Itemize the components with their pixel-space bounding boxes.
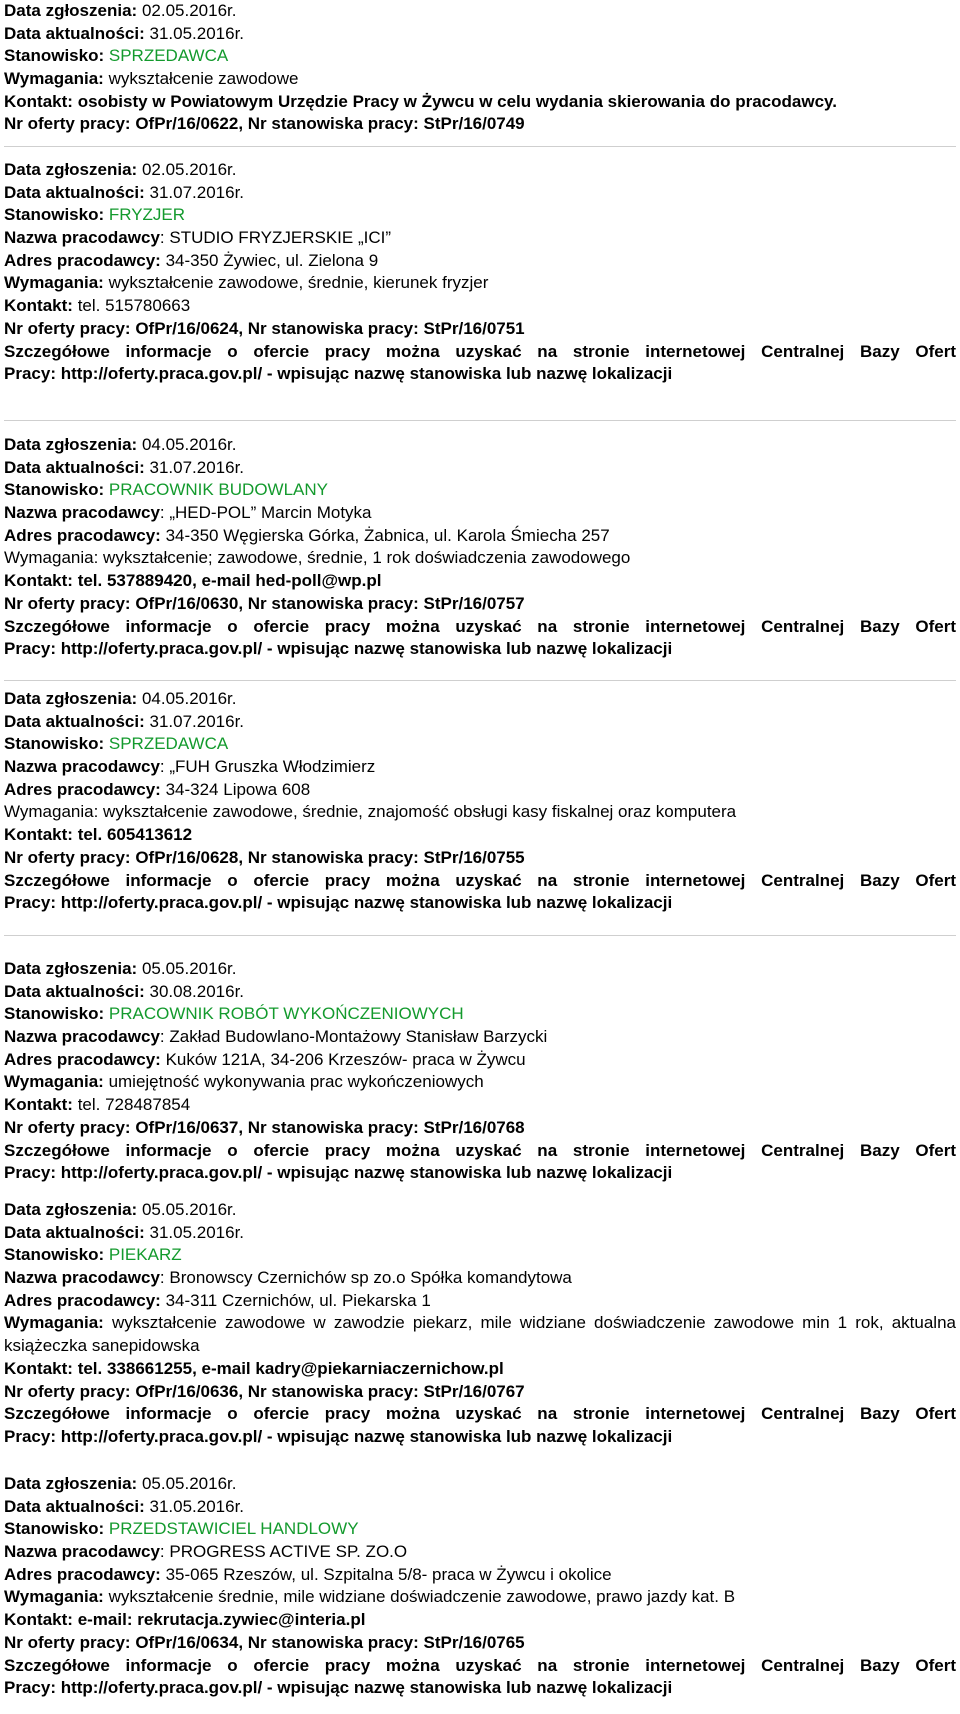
offer-reference: Nr oferty pracy: OfPr/16/0637, Nr stanowiska pracy: StPr/16/0768 [4, 1117, 525, 1137]
label-stanowisko: Stanowisko: [4, 1245, 105, 1265]
info-link-text: Pracy: http://oferty.praca.gov.pl/ - wpisując nazwę stanowiska lub nazwę lokalizacji [4, 1163, 673, 1183]
offer-reference: Nr oferty pracy: OfPr/16/0624, Nr stanowiska pracy: StPr/16/0751 [4, 318, 525, 338]
contact: tel. 338661255, e-mail kadry@piekarniaczernichow.pl [77, 1358, 504, 1378]
contact: tel. 537889420, e-mail hed-poll@wp.pl [77, 571, 382, 591]
label-nazwa: Nazwa pracodawcy [4, 228, 160, 248]
job-offer: Data zgłoszenia: 05.05.2016r. Data aktualności: 30.08.2016r. Stanowisko: PRACOWNIK ROBÓT WYKOŃCZENIOWYCH Nazwa pracodawcy: Zakład Budowlano-Montażowy Stanisław Barzycki Adres pracodawcy: Kuków 121A, 34-206 Krzeszów- praca w Żywcu Wymagania: umiejętność wykonywania prac wykończeniowych Kontakt: tel. 728487854 Nr oferty pracy: OfPr/16/0637, Nr stanowiska pracy: StPr/16/0768 Szczegółowe informacje o ofercie pracy można uzyskać na stronie internetowej Centralnej Bazy Ofert Pracy: http://oferty.praca.gov.pl/ - wpisując nazwę stanowiska lub nazwę lokalizacji [4, 958, 956, 1185]
requirements: umiejętność wykonywania prac wykończeniowych [108, 1072, 484, 1092]
label-stanowisko: Stanowisko: [4, 734, 105, 754]
offer-reference: Nr oferty pracy: OfPr/16/0622, Nr stanowiska pracy: StPr/16/0749 [4, 114, 525, 134]
position-title: PRACOWNIK BUDOWLANY [108, 480, 328, 500]
offer-divider [4, 420, 956, 421]
employer-address: 35-065 Rzeszów, ul. Szpitalna 5/8- praca w Żywcu i okolice [165, 1564, 612, 1584]
label-stanowisko: Stanowisko: [4, 46, 105, 66]
label-kontakt: Kontakt: [4, 1095, 73, 1115]
employer-address: 34-350 Węgierska Górka, Żabnica, ul. Karola Śmiecha 257 [165, 525, 610, 545]
date-valid: 30.08.2016r. [149, 981, 245, 1001]
label-data-zgloszenia: Data zgłoszenia: [4, 160, 138, 179]
employer-name: „FUH Gruszka Włodzimierz [169, 757, 376, 777]
date-valid: 31.05.2016r. [149, 23, 245, 43]
label-kontakt: Kontakt: [4, 91, 73, 111]
job-offer: Data zgłoszenia: 02.05.2016r. Data aktualności: 31.07.2016r. Stanowisko: FRYZJER Nazwa pracodawcy: STUDIO FRYZJERSKIE „ICI” Adres pracodawcy: 34-350 Żywiec, ul. Zielona 9 Wymagania: wykształcenie zawodowe, średnie, kierunek fryzjer Kontakt: tel. 515780663 Nr oferty pracy: OfPr/16/0624, Nr stanowiska pracy: StPr/16/0751 Szczegółowe informacje o ofercie pracy można uzyskać na stronie internetowej Centralnej Bazy Ofert Pracy: http://oferty.praca.gov.pl/ - wpisując nazwę stanowiska lub nazwę lokalizacji [4, 159, 956, 386]
label-data-zgloszenia: Data zgłoszenia: [4, 1200, 138, 1219]
label-nazwa: Nazwa pracodawcy [4, 1542, 160, 1562]
label-wymagania: Wymagania: [4, 1072, 104, 1092]
date-valid: 31.05.2016r. [149, 1496, 245, 1516]
label-data-aktualnosci: Data aktualności: [4, 182, 145, 202]
offer-divider [4, 146, 956, 147]
requirements: Wymagania: wykształcenie zawodowe, średnie, znajomość obsługi kasy fiskalnej oraz komputera [4, 802, 737, 822]
info-text: Szczegółowe informacje o ofercie pracy można uzyskać na stronie internetowej Centralnej Bazy Ofert [4, 1404, 956, 1424]
label-data-zgloszenia: Data zgłoszenia: [4, 435, 138, 454]
date-valid: 31.05.2016r. [149, 1222, 245, 1242]
label-data-zgloszenia: Data zgłoszenia: [4, 1474, 138, 1493]
job-offer [4, 0, 956, 136]
date-submitted: 05.05.2016r. [141, 959, 237, 978]
position-title: SPRZEDAWCA [108, 46, 229, 66]
employer-address: 34-350 Żywiec, ul. Zielona 9 [165, 250, 379, 270]
info-link-text: Pracy: http://oferty.praca.gov.pl/ - wpisując nazwę stanowiska lub nazwę lokalizacji [4, 893, 673, 913]
date-submitted: 04.05.2016r. [141, 689, 237, 708]
employer-name: Zakład Budowlano-Montażowy Stanisław Barzycki [169, 1027, 548, 1047]
offer-reference: Nr oferty pracy: OfPr/16/0628, Nr stanowiska pracy: StPr/16/0755 [4, 847, 525, 867]
date-submitted: 04.05.2016r. [141, 435, 237, 454]
label-adres: Adres pracodawcy: [4, 250, 161, 270]
info-text: Szczegółowe informacje o ofercie pracy można uzyskać na stronie internetowej Centralnej Bazy Ofert [4, 341, 956, 361]
label-data-aktualnosci: Data aktualności: [4, 1222, 145, 1242]
employer-address: 34-324 Lipowa 608 [165, 779, 311, 799]
contact: tel. 515780663 [77, 296, 191, 316]
date-submitted: 05.05.2016r. [141, 1200, 237, 1219]
label-adres: Adres pracodawcy: [4, 525, 161, 545]
job-offer: Data zgłoszenia: 04.05.2016r. Data aktualności: 31.07.2016r. Stanowisko: PRACOWNIK BUDOWLANY Nazwa pracodawcy: „HED-POL” Marcin Motyka Adres pracodawcy: 34-350 Węgierska Górka, Żabnica, ul. Karola Śmiecha 257 Wymagania: wykształcenie; zawodowe, średnie, 1 rok doświadczenia zawodowego Kontakt: tel. 537889420, e-mail hed-poll@wp.pl Nr oferty pracy: OfPr/16/0630, Nr stanowiska pracy: StPr/16/0757 Szczegółowe informacje o ofercie pracy można uzyskać na stronie internetowej Centralnej Bazy Ofert Pracy: http://oferty.praca.gov.pl/ - wpisując nazwę stanowiska lub nazwę lokalizacji [4, 434, 956, 661]
requirements: wykształcenie średnie, mile widziane doświadczenie zawodowe, prawo jazdy kat. B [108, 1587, 736, 1607]
date-submitted: 02.05.2016r. [141, 1, 237, 20]
label-kontakt: Kontakt: [4, 1610, 73, 1630]
label-data-zgloszenia: Data zgłoszenia: [4, 959, 138, 978]
date-submitted: 05.05.2016r. [141, 1474, 237, 1493]
info-text: Szczegółowe informacje o ofercie pracy można uzyskać na stronie internetowej Centralnej Bazy Ofert [4, 870, 956, 890]
job-offer: Data zgłoszenia: 05.05.2016r. Data aktualności: 31.05.2016r. Stanowisko: PRZEDSTAWICIEL HANDLOWY Nazwa pracodawcy: PROGRESS ACTIVE SP. ZO.O Adres pracodawcy: 35-065 Rzeszów, ul. Szpitalna 5/8- praca w Żywcu i okolice Wymagania: wykształcenie średnie, mile widziane doświadczenie zawodowe, prawo jazdy kat. B Kontakt: e-mail: rekrutacja.zywiec@interia.pl Nr oferty pracy: OfPr/16/0634, Nr stanowiska pracy: StPr/16/0765 Szczegółowe informacje o ofercie pracy można uzyskać na stronie internetowej Centralnej Bazy Ofert Pracy: http://oferty.praca.gov.pl/ - wpisując nazwę stanowiska lub nazwę lokalizacji [4, 1473, 956, 1700]
employer-address: Kuków 121A, 34-206 Krzeszów- praca w Żywcu [165, 1049, 526, 1069]
position-title: SPRZEDAWCA [108, 734, 229, 754]
employer-name: Bronowscy Czernichów sp zo.o Spółka komandytowa [169, 1268, 572, 1288]
info-link-text: Pracy: http://oferty.praca.gov.pl/ - wpisując nazwę stanowiska lub nazwę lokalizacji [4, 639, 673, 659]
requirements: wykształcenie zawodowe, średnie, kierunek fryzjer [108, 273, 489, 293]
date-valid: 31.07.2016r. [149, 457, 245, 477]
label-nazwa: Nazwa pracodawcy [4, 1268, 160, 1288]
info-text: Szczegółowe informacje o ofercie pracy można uzyskać na stronie internetowej Centralnej Bazy Ofert [4, 1140, 956, 1160]
label-wymagania: Wymagania: [4, 1313, 104, 1333]
label-data-zgloszenia: Data zgłoszenia: [4, 1, 138, 20]
position-title: PRACOWNIK ROBÓT WYKOŃCZENIOWYCH [108, 1004, 464, 1024]
label-wymagania: Wymagania: [4, 69, 104, 89]
info-link-text: Pracy: http://oferty.praca.gov.pl/ - wpisując nazwę stanowiska lub nazwę lokalizacji [4, 1678, 673, 1698]
position-title: FRYZJER [108, 205, 186, 225]
employer-name: PROGRESS ACTIVE SP. ZO.O [169, 1542, 408, 1562]
contact: e-mail: rekrutacja.zywiec@interia.pl [77, 1610, 366, 1630]
label-data-aktualnosci: Data aktualności: [4, 1496, 145, 1516]
label-data-zgloszenia: Data zgłoszenia: [4, 689, 138, 708]
requirements: wykształcenie zawodowe [108, 69, 299, 89]
position-title: PIEKARZ [108, 1245, 182, 1265]
job-offer: Data zgłoszenia: 04.05.2016r. Data aktualności: 31.07.2016r. Stanowisko: SPRZEDAWCA Nazwa pracodawcy: „FUH Gruszka Włodzimierz Adres pracodawcy: 34-324 Lipowa 608 Wymagania: wykształcenie zawodowe, średnie, znajomość obsługi kasy fiskalnej oraz komputera Kontakt: tel. 605413612 Nr oferty pracy: OfPr/16/0628, Nr stanowiska pracy: StPr/16/0755 Szczegółowe informacje o ofercie pracy można uzyskać na stronie internetowej Centralnej Bazy Ofert Pracy: http://oferty.praca.gov.pl/ - wpisując nazwę stanowiska lub nazwę lokalizacji [4, 688, 956, 915]
label-kontakt: Kontakt: [4, 825, 73, 845]
offer-divider [4, 680, 956, 681]
label-kontakt: Kontakt: [4, 571, 73, 591]
requirements: Wymagania: wykształcenie; zawodowe, średnie, 1 rok doświadczenia zawodowego [4, 548, 631, 568]
job-offer: Data zgłoszenia: 05.05.2016r. Data aktualności: 31.05.2016r. Stanowisko: PIEKARZ Nazwa pracodawcy: Bronowscy Czernichów sp zo.o Spółka komandytowa Adres pracodawcy: 34-311 Czernichów, ul. Piekarska 1 Wymagania: wykształcenie zawodowe w zawodzie piekarz, mile widziane doświadczenie zawodowe min 1 rok, aktualna książeczka sanepidowska Kontakt: tel. 338661255, e-mail kadry@piekarniaczernichow.pl Nr oferty pracy: OfPr/16/0636, Nr stanowiska pracy: StPr/16/0767 Szczegółowe informacje o ofercie pracy można uzyskać na stronie internetowej Centralnej Bazy Ofert Pracy: http://oferty.praca.gov.pl/ - wpisując nazwę stanowiska lub nazwę lokalizacji [4, 1199, 956, 1449]
offer-reference: Nr oferty pracy: OfPr/16/0634, Nr stanowiska pracy: StPr/16/0765 [4, 1632, 525, 1652]
employer-name: STUDIO FRYZJERSKIE „ICI” [169, 228, 392, 248]
date-valid: 31.07.2016r. [149, 182, 245, 202]
label-wymagania: Wymagania: [4, 273, 104, 293]
label-stanowisko: Stanowisko: [4, 1519, 105, 1539]
offer-reference: Nr oferty pracy: OfPr/16/0630, Nr stanowiska pracy: StPr/16/0757 [4, 593, 525, 613]
offer-reference: Nr oferty pracy: OfPr/16/0636, Nr stanowiska pracy: StPr/16/0767 [4, 1381, 525, 1401]
label-stanowisko: Stanowisko: [4, 205, 105, 225]
info-text: Szczegółowe informacje o ofercie pracy można uzyskać na stronie internetowej Centralnej Bazy Ofert [4, 616, 956, 636]
label-data-aktualnosci: Data aktualności: [4, 981, 145, 1001]
info-text: Szczegółowe informacje o ofercie pracy można uzyskać na stronie internetowej Centralnej Bazy Ofert [4, 1655, 956, 1675]
contact: osobisty w Powiatowym Urzędzie Pracy w Żywcu w celu wydania skierowania do pracodawcy. [77, 91, 837, 111]
label-stanowisko: Stanowisko: [4, 1004, 105, 1024]
date-valid: 31.07.2016r. [149, 711, 245, 731]
contact: tel. 728487854 [77, 1095, 191, 1115]
label-data-aktualnosci: Data aktualności: [4, 711, 145, 731]
label-nazwa: Nazwa pracodawcy [4, 1027, 160, 1047]
label-wymagania: Wymagania: [4, 1587, 104, 1607]
date-submitted: 02.05.2016r. [141, 160, 237, 179]
requirements: wykształcenie zawodowe w zawodzie piekarz, mile widziane doświadczenie zawodowe min 1 rok, aktualna książeczka sanepidowska [4, 1313, 956, 1356]
employer-address: 34-311 Czernichów, ul. Piekarska 1 [165, 1290, 431, 1310]
label-adres: Adres pracodawcy: [4, 1290, 161, 1310]
label-stanowisko: Stanowisko: [4, 480, 105, 500]
label-adres: Adres pracodawcy: [4, 1564, 161, 1584]
label-adres: Adres pracodawcy: [4, 779, 161, 799]
offer-divider [4, 935, 956, 936]
label-data-aktualnosci: Data aktualności: [4, 23, 145, 43]
label-kontakt: Kontakt: [4, 1358, 73, 1378]
info-link-text: Pracy: http://oferty.praca.gov.pl/ - wpisując nazwę stanowiska lub nazwę lokalizacji [4, 1426, 673, 1446]
position-title: PRZEDSTAWICIEL HANDLOWY [108, 1519, 359, 1539]
label-data-aktualnosci: Data aktualności: [4, 457, 145, 477]
label-nazwa: Nazwa pracodawcy [4, 503, 160, 523]
info-link-text: Pracy: http://oferty.praca.gov.pl/ - wpisując nazwę stanowiska lub nazwę lokalizacji [4, 364, 673, 384]
label-kontakt: Kontakt: [4, 296, 73, 316]
contact: tel. 605413612 [77, 825, 193, 845]
label-adres: Adres pracodawcy: [4, 1049, 161, 1069]
employer-name: „HED-POL” Marcin Motyka [169, 503, 372, 523]
label-nazwa: Nazwa pracodawcy [4, 757, 160, 777]
